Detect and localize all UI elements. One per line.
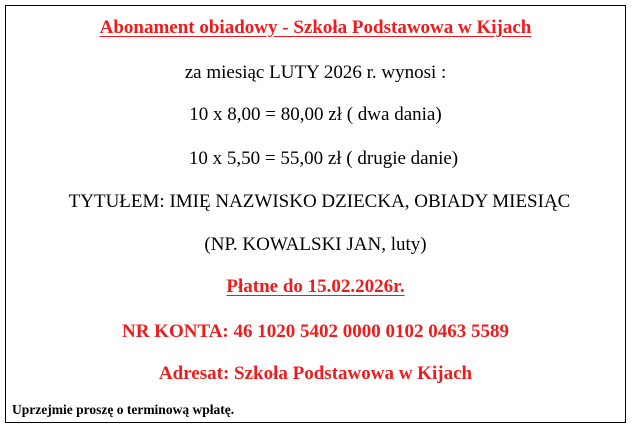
footer-note: Uprzejmie proszę o terminową wpłatę. bbox=[12, 402, 235, 417]
due-date: Płatne do 15.02.2026r. bbox=[226, 276, 405, 297]
example-line: (NP. KOWALSKI JAN, luty) bbox=[204, 234, 427, 255]
addressee: Adresat: Szkoła Podstawowa w Kijach bbox=[158, 363, 473, 384]
account-number: NR KONTA: 46 1020 5402 0000 0102 0463 5589 bbox=[121, 321, 510, 342]
calc-second-course: 10 x 5,50 = 55,00 zł ( drugie danie) bbox=[188, 148, 459, 169]
notice-frame bbox=[5, 5, 626, 423]
month-line: za miesiąc LUTY 2026 r. wynosi : bbox=[184, 62, 447, 83]
transfer-title-line: TYTUŁEM: IMIĘ NAZWISKO DZIECKA, OBIADY MIESIĄC bbox=[68, 191, 571, 212]
calc-two-courses: 10 x 8,00 = 80,00 zł ( dwa dania) bbox=[189, 104, 442, 125]
notice-title: Abonament obiadowy - Szkoła Podstawowa w Kijach bbox=[99, 17, 532, 38]
